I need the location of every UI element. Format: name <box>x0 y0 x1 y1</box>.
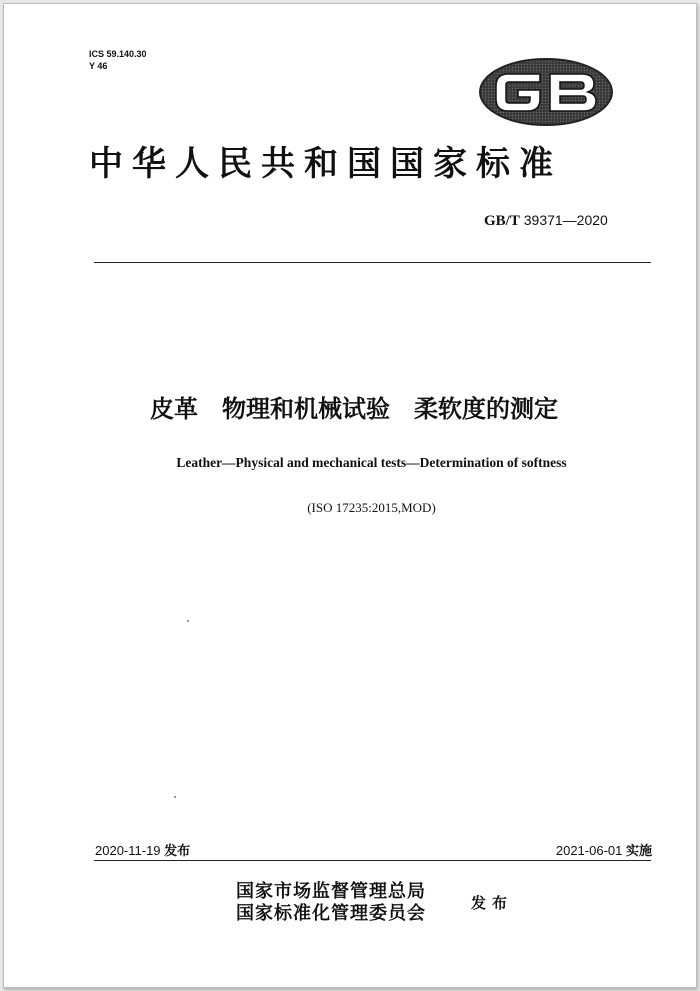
chinese-title: 皮革 物理和机械试验 柔软度的测定 <box>150 395 558 423</box>
ccs-code: Y 46 <box>89 61 108 71</box>
document-page <box>3 3 697 988</box>
ics-code: ICS 59.140.30 <box>89 49 147 59</box>
bottom-divider <box>94 860 651 861</box>
implementation-date: 2021-06-01 <box>555 843 623 858</box>
english-title: Leather—Physical and mechanical tests—Determination of softness <box>176 455 567 470</box>
scan-speck <box>187 620 189 622</box>
iso-reference: (ISO 17235:2015,MOD) <box>307 500 436 515</box>
standard-number-value: 39371—2020 <box>523 212 608 228</box>
gb-logo-icon <box>478 57 614 131</box>
issuer-samr: 国家市场监督管理总局 <box>236 881 426 902</box>
classification-codes <box>89 48 147 72</box>
top-divider <box>94 262 651 263</box>
implementation-date-line <box>474 840 652 859</box>
issue-date: 2020-11-19 <box>95 843 161 858</box>
issue-date-line <box>95 840 190 859</box>
issue-label: 发布 <box>164 844 191 859</box>
scan-speck <box>174 796 176 798</box>
issuers-verb: 发布 <box>471 894 514 912</box>
issuer-sac: 国家标准化管理委员会 <box>236 903 426 924</box>
issuing-authorities <box>236 881 426 925</box>
standard-type-heading: 中华人民共和国国家标准 <box>89 144 562 184</box>
standard-prefix: GB/T <box>484 213 520 229</box>
standard-number <box>484 212 654 230</box>
implementation-label: 实施 <box>625 844 652 859</box>
